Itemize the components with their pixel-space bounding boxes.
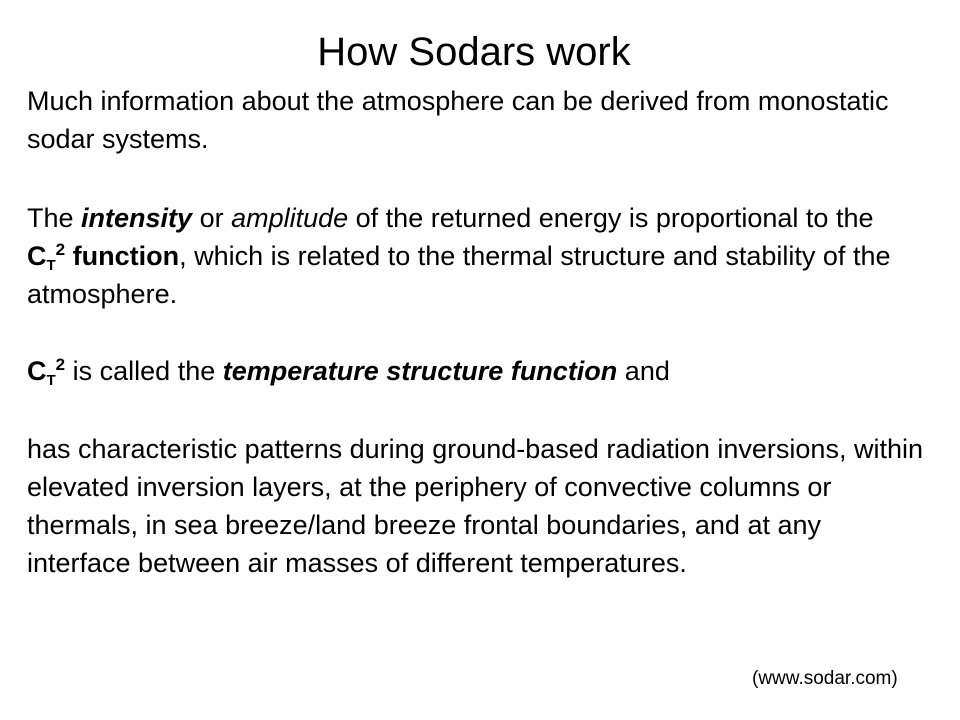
- definition-paragraph: [27, 352, 927, 390]
- text-segment: is called the: [65, 356, 223, 386]
- patterns-paragraph: has characteristic patterns during ground-based radiation inversions, within elevated inversion layers, at the periphery of convective columns or thermals, in sea breeze/land breeze frontal boundaries, and at any interface between air masses of different temperatures.: [27, 434, 923, 578]
- text-segment: of the returned energy is proportional to the: [348, 203, 874, 233]
- ct-subscript: T: [46, 372, 56, 389]
- ct-base: C: [27, 356, 47, 386]
- ct-base: C: [27, 241, 47, 271]
- ct2-symbol: [27, 355, 66, 389]
- text-segment: or: [192, 203, 232, 233]
- text-segment: , which is related to the thermal structure and stability of the atmosphere.: [27, 241, 891, 309]
- ct-superscript: 2: [55, 355, 66, 374]
- intro-paragraph: Much information about the atmosphere can be derived from monostatic sodar systems.: [27, 86, 889, 154]
- temperature-structure-function-term: temperature structure function: [222, 356, 618, 386]
- text-segment: and: [617, 356, 670, 386]
- text-segment: The: [27, 203, 82, 233]
- slide-title: How Sodars work: [317, 30, 631, 74]
- ct2-symbol: [27, 240, 180, 274]
- ct-subscript: T: [46, 257, 56, 274]
- intensity-paragraph: [27, 199, 927, 313]
- intensity-term: intensity: [81, 203, 193, 233]
- source-citation: (www.sodar.com): [752, 668, 898, 689]
- amplitude-term: amplitude: [231, 203, 349, 233]
- function-label: function: [65, 241, 180, 271]
- ct-superscript: 2: [55, 240, 66, 259]
